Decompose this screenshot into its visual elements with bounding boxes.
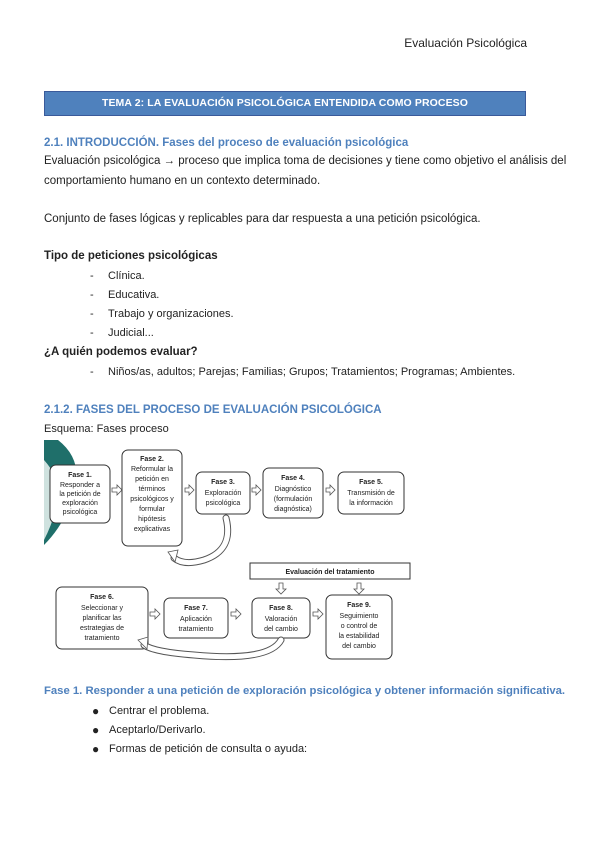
intro-paragraph-2: Conjunto de fases lógicas y replicables para dar respuesta a una petición psicológica. <box>44 213 481 225</box>
arrow-3-4 <box>252 485 261 495</box>
phase6-line: planificar las <box>82 615 122 622</box>
phase9-title: Fase 9. <box>347 602 371 609</box>
phase6-title: Fase 6. <box>90 594 114 601</box>
phase4-title: Fase 4. <box>281 475 305 482</box>
process-phases-diagram <box>44 440 552 665</box>
section-2-1-2-heading: 2.1.2. FASES DEL PROCESO DE EVALUACIÓN PSICOLÓGICA <box>44 404 382 416</box>
phase4-line: (formulación <box>273 496 313 503</box>
document-header-title: Evaluación Psicológica <box>404 36 527 50</box>
phase2-line: explicativas <box>133 526 171 533</box>
phase5-title: Fase 5. <box>359 479 383 486</box>
phase8-title: Fase 8. <box>269 605 293 612</box>
phase2-line: psicológicos y <box>130 496 174 503</box>
phase9-line: o control de <box>340 623 378 630</box>
treatment-eval-label: Evaluación del tratamiento <box>285 569 375 576</box>
phase4-line: diagnóstica) <box>274 506 312 513</box>
intro-paragraph-line2: comportamiento humano en un contexto determinado. <box>44 175 321 187</box>
phase1-section-heading: Fase 1. Responder a una petición de exploración psicológica y obtener información significativa. <box>44 685 566 697</box>
phase2-title: Fase 2. <box>140 456 164 463</box>
phase7-line: tratamiento <box>178 626 214 633</box>
phase2-line: términos <box>138 486 166 493</box>
phase3-line: psicológica <box>205 500 241 507</box>
phase2-line: petición en <box>135 476 169 483</box>
phase7-title: Fase 7. <box>184 605 208 612</box>
phase1-line: Responder a <box>59 482 101 489</box>
scheme-label: Esquema: Fases proceso <box>44 423 169 435</box>
phase9-line: Seguimiento <box>339 613 379 620</box>
arrow-6-7 <box>150 609 160 619</box>
arrow-8-9 <box>313 609 323 619</box>
phase7-line: Aplicación <box>180 616 212 623</box>
section-2-1-heading: 2.1. INTRODUCCIÓN. Fases del proceso de evaluación psicológica <box>44 137 409 149</box>
phase6-line: Seleccionar y <box>80 605 124 612</box>
arrow-7-8 <box>231 609 241 619</box>
arrow-2-3 <box>185 485 194 495</box>
document-page: Evaluación Psicológica TEMA 2: LA EVALUACIÓN PSICOLÓGICA ENTENDIDA COMO PROCESO 2.1. INTRODUCCIÓN. Fases del proceso de evaluación psicológica Evaluación psicológica → proceso que implica toma de decisiones y tiene como objetivo el análisis del comportamiento humano en un contexto determinado. Conjunto de fases lógicas y replicables para dar respuesta a una petición psicológica. Tipo de peticiones psicológicas - Clínica. - Educativa. - Trabajo y organizaciones. - Judicial... ¿A quién podemos evaluar? - Niños/as, adultos; Parejas; Familias; Grupos; Tratamientos; Programas; Ambientes. 2.1.2. FASES DEL PROCESO DE EVALUACIÓN PSICOLÓGICA Esquema: Fases proceso Fase 1. Responder a la petición de exploración psicológica Fase 2. Reformular la petición en términos psicológicos y formular hipótesis explicativas Fase 3. Exploración psicológica Fase 4. Diagnóstico (formulación diagnóstica) Fase 5. Transmisión de la información Evaluación del tratamiento Fase 6. Seleccionar y planificar las estrategias de tratamiento Fase 7. Aplicación tratamiento Fase 8. Valoración del cambio Fase 9. Seguimiento o control de la estabilidad del cambio Fase 1. Responder a una petición de exploración psicológica y obtener información significativa. ● Centrar el problema. ● Aceptarlo/Derivarlo. ● Formas de petición de consulta o ayuda: <box>44 36 567 756</box>
phase5-line: Transmisión de <box>347 490 395 497</box>
phase6-line: tratamiento <box>84 635 120 642</box>
phase9-line: la estabilidad <box>338 633 380 640</box>
phase3-title: Fase 3. <box>211 479 235 486</box>
phase1-title: Fase 1. <box>68 472 92 479</box>
phase2-line: hipótesis <box>138 516 166 523</box>
phase8-line: Valoración <box>264 616 298 623</box>
topic-title-banner: TEMA 2: LA EVALUACIÓN PSICOLÓGICA ENTENDIDA COMO PROCESO <box>44 91 526 116</box>
phase2-line: formular <box>139 506 165 513</box>
arrow-eval-8 <box>276 583 286 594</box>
phase1-line: la petición de <box>59 491 101 498</box>
phase3-line: Exploración <box>204 490 242 497</box>
phase6-line: estrategias de <box>80 625 124 632</box>
phase1-line: exploración <box>62 500 98 507</box>
phase1-line: psicológica <box>62 509 98 516</box>
intro-paragraph-line1: Evaluación psicológica → proceso que implica toma de decisiones y tiene como objetivo el análisis del <box>44 155 567 167</box>
who-heading: ¿A quién podemos evaluar? <box>44 346 198 358</box>
phase2-line: Reformular la <box>130 466 174 473</box>
phase5-line: la información <box>349 500 393 507</box>
arrow-1-2 <box>112 485 122 495</box>
arrow-eval-9 <box>354 583 364 594</box>
phase9-line: del cambio <box>342 643 376 650</box>
petitions-heading: Tipo de peticiones psicológicas <box>44 250 218 262</box>
phase4-line: Diagnóstico <box>274 486 312 493</box>
arrow-4-5 <box>326 485 335 495</box>
phase8-line: del cambio <box>264 626 298 633</box>
